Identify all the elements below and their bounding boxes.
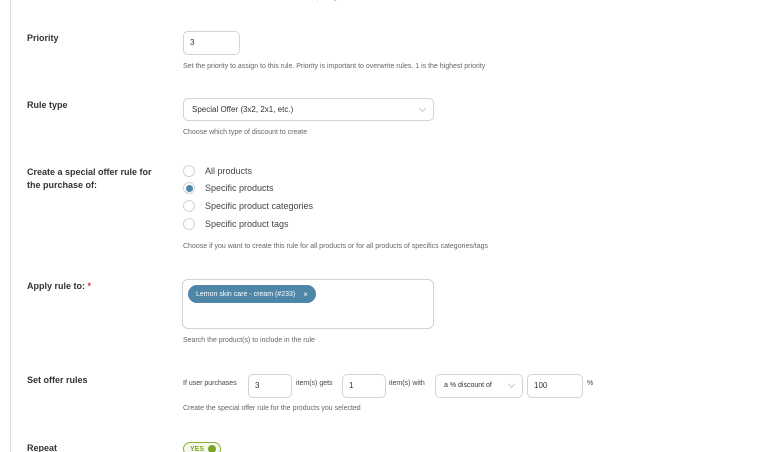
apply-rule-help: Search the product(s) to include in the rule	[183, 337, 315, 344]
if-user-purchases-text: If user purchases	[183, 380, 237, 387]
radio-specific-categories[interactable]	[183, 199, 313, 213]
radio-button[interactable]	[183, 165, 195, 177]
chevron-down-icon	[419, 104, 426, 111]
radio-label: Specific product categories	[205, 201, 314, 211]
gets-quantity-input[interactable]: 1	[342, 374, 386, 398]
apply-rule-label	[27, 280, 91, 293]
items-gets-text: item(s) gets	[296, 380, 333, 387]
rule-type-help: Choose which type of discount to create	[183, 129, 308, 136]
radio-button[interactable]	[183, 218, 195, 230]
repeat-label: Repeat	[27, 443, 58, 452]
special-offer-label-line2: the purchase of:	[27, 180, 98, 190]
priority-help: Set the priority to assign to this rule. Priority is important to overwrite rules. 1 is the highest priority	[183, 63, 486, 70]
special-offer-label-line1: Create a special offer rule for	[27, 167, 152, 177]
discount-type-select[interactable]	[435, 374, 523, 398]
chevron-down-icon	[508, 381, 515, 388]
discount-value-input[interactable]: 100	[527, 374, 583, 398]
offer-rules-label: Set offer rules	[27, 375, 88, 385]
radio-button[interactable]	[183, 200, 195, 212]
product-chip	[188, 285, 316, 303]
radio-button-checked[interactable]	[183, 182, 195, 194]
purchase-quantity-input[interactable]: 3	[248, 374, 292, 398]
items-with-text: item(s) with	[389, 380, 425, 387]
offer-rules-help: Create the special offer rule for the products you selected	[183, 405, 361, 412]
toggle-knob	[208, 445, 216, 452]
rule-type-selected-value: Special Offer (3x2, 2x1, etc.)	[192, 105, 294, 114]
apply-rule-label-text: Apply rule to:	[27, 281, 85, 291]
rule-type-select[interactable]	[183, 98, 434, 121]
radio-specific-products[interactable]	[183, 181, 274, 195]
rule-type-label: Rule type	[27, 100, 68, 110]
radio-label: Specific products	[205, 183, 274, 193]
content-left-border	[10, 0, 11, 452]
repeat-toggle[interactable]	[183, 442, 221, 452]
toggle-label: YES	[190, 445, 205, 452]
percent-sign: %	[587, 380, 594, 387]
priority-input[interactable]: 3	[183, 31, 240, 55]
enable-rule-help	[183, 0, 351, 1]
radio-label: All products	[205, 166, 253, 176]
product-search-field[interactable]	[182, 279, 434, 329]
remove-chip-icon[interactable]: ×	[303, 289, 308, 299]
product-chip-label: Lemon skin care - cream (#233)	[196, 290, 296, 298]
radio-specific-tags[interactable]	[183, 217, 289, 231]
required-mark: *	[87, 281, 92, 291]
special-offer-help: Choose if you want to create this rule for all products or for all products of specifics categories/tags	[183, 243, 489, 250]
special-offer-label	[27, 166, 152, 192]
priority-label: Priority	[27, 33, 59, 43]
discount-type-selected-value: a % discount of	[444, 382, 492, 389]
radio-all-products[interactable]	[183, 164, 252, 178]
radio-label: Specific product tags	[205, 219, 289, 229]
